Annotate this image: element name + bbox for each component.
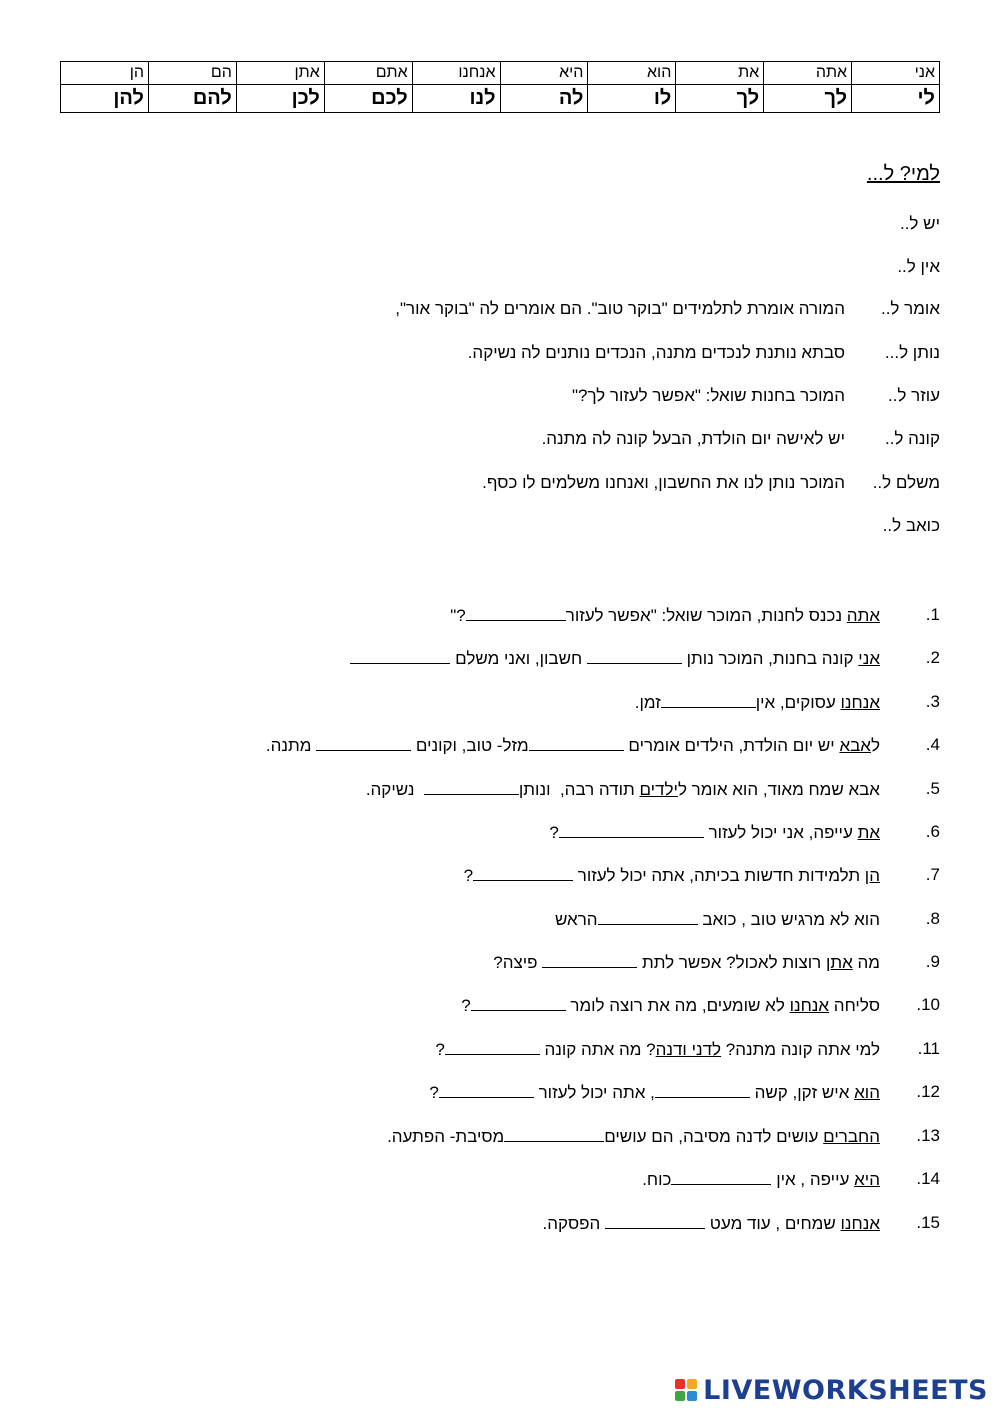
verb-line xyxy=(468,340,940,366)
logo-icon-square xyxy=(687,1379,697,1389)
exercise-item xyxy=(60,992,940,1018)
exercise-text-segment: ? xyxy=(429,1083,439,1102)
exercise-text-segment: חשבון, ואני משלם xyxy=(450,649,587,668)
preposition-form-row xyxy=(61,85,940,113)
exercise-text-segment: למי אתה קונה מתנה? xyxy=(721,1040,880,1059)
preposition-form-cell: לך xyxy=(764,85,852,113)
exercise-number: 6. xyxy=(925,822,940,841)
exercise-text xyxy=(450,602,880,629)
answer-blank[interactable] xyxy=(350,645,450,664)
underlined-subject: את xyxy=(857,823,880,842)
exercise-text-segment: ? xyxy=(549,823,559,842)
exercise-text xyxy=(429,1079,880,1106)
exercise-item xyxy=(60,602,940,628)
exercise-item xyxy=(60,732,940,758)
answer-blank[interactable] xyxy=(473,862,573,881)
preposition-form-cell: להם xyxy=(148,85,236,113)
exercise-number: 10. xyxy=(916,995,940,1014)
exercise-text-segment: מתנה. xyxy=(265,736,317,755)
underlined-subject: אני xyxy=(858,649,880,668)
answer-blank[interactable] xyxy=(529,732,624,751)
exercise-item xyxy=(60,689,940,715)
preposition-form-cell: לי xyxy=(852,85,940,113)
exercise-text-segment: עייפה , אין xyxy=(771,1170,855,1189)
answer-blank[interactable] xyxy=(445,1036,540,1055)
answer-blank[interactable] xyxy=(671,1166,771,1185)
pronoun-row xyxy=(61,62,940,85)
exercise-text-segment: קונה בחנות, המוכר נותן xyxy=(681,649,859,668)
exercise-text xyxy=(549,819,880,846)
verb-label: קונה ל.. xyxy=(884,429,940,448)
pronoun-cell: היא xyxy=(500,62,588,85)
exercise-text-segment: ? xyxy=(463,866,474,885)
answer-blank[interactable] xyxy=(587,645,682,664)
exercise-text-segment: עייפה, אני יכול לעזור xyxy=(703,823,858,842)
preposition-form-cell: לך xyxy=(676,85,764,113)
underlined-subject: לדני ודנה xyxy=(655,1040,722,1059)
exercise-text-segment: זמן. xyxy=(634,693,661,712)
verb-line xyxy=(542,426,940,452)
exercise-item xyxy=(60,776,940,802)
preposition-form-cell: לכם xyxy=(324,85,412,113)
verb-label: כואב ל.. xyxy=(882,516,940,535)
exercise-number: 1. xyxy=(925,605,940,624)
exercise-text xyxy=(435,1036,880,1063)
exercise-text-segment: הראש xyxy=(554,910,598,929)
exercise-text-segment: ל xyxy=(870,736,880,755)
answer-blank[interactable] xyxy=(439,1079,534,1098)
pronoun-cell: את xyxy=(676,62,764,85)
answer-blank[interactable] xyxy=(316,732,411,751)
verb-line xyxy=(845,211,940,237)
verb-example: סבתא נותנת לנכדים מתנה, הנכדים נותנים לה נשיקה. xyxy=(467,343,845,362)
verb-example: המורה אומרת לתלמידים "בוקר טוב". הם אומרים לה "בוקר אור", xyxy=(395,299,845,318)
exercise-item xyxy=(60,1166,940,1192)
preposition-form-cell: לנו xyxy=(412,85,500,113)
exercise-text xyxy=(461,992,880,1019)
verb-line xyxy=(482,470,940,496)
pronoun-cell: אתה xyxy=(764,62,852,85)
preposition-form-cell: לכן xyxy=(236,85,324,113)
pronoun-cell: הן xyxy=(61,62,149,85)
exercise-text xyxy=(464,862,880,889)
exercise-text xyxy=(635,689,880,716)
verb-line xyxy=(572,383,940,409)
answer-blank[interactable] xyxy=(605,1210,705,1229)
exercise-text-segment: לא שומעים, מה את רוצה לומר xyxy=(565,996,790,1015)
answer-blank[interactable] xyxy=(559,819,704,838)
exercise-number: 8. xyxy=(925,909,940,928)
underlined-subject: אבא xyxy=(839,736,871,755)
pronoun-cell: הוא xyxy=(588,62,676,85)
exercise-text-segment: שמחים , עוד מעט xyxy=(705,1214,841,1233)
underlined-subject: הוא xyxy=(854,1083,880,1102)
logo-text: LIVEWORKSHEETS xyxy=(703,1374,988,1406)
underlined-subject: ילדים xyxy=(639,780,678,799)
pronoun-cell: אני xyxy=(852,62,940,85)
underlined-subject: אתן xyxy=(825,953,853,972)
verb-label: יש ל.. xyxy=(899,214,940,233)
pronoun-cell: אתם xyxy=(324,62,412,85)
exercise-text xyxy=(387,1123,880,1150)
answer-blank[interactable] xyxy=(466,602,566,621)
verb-example: המוכר נותן לנו את החשבון, ואנחנו משלמים לו כסף. xyxy=(482,473,845,492)
exercise-text-segment: פיצה? xyxy=(493,953,543,972)
answer-blank[interactable] xyxy=(424,776,519,795)
exercise-number: 2. xyxy=(925,648,940,667)
answer-blank[interactable] xyxy=(598,906,698,925)
preposition-form-cell: לו xyxy=(588,85,676,113)
underlined-subject: אנחנו xyxy=(789,996,830,1015)
exercise-text xyxy=(493,949,880,976)
exercise-number: 13. xyxy=(916,1126,940,1145)
exercise-text-segment: תודה רבה, ונותן xyxy=(518,780,640,799)
exercise-number: 3. xyxy=(925,692,940,711)
exercise-text-segment: מסיבת- הפתעה. xyxy=(387,1127,505,1146)
verb-label: נותן ל... xyxy=(884,343,940,362)
exercise-item xyxy=(60,1036,940,1062)
answer-blank[interactable] xyxy=(655,1079,750,1098)
section-title: למי? ל... xyxy=(866,163,940,185)
exercise-text-segment: תלמידות חדשות בכיתה, אתה יכול לעזור xyxy=(573,866,865,885)
exercise-item xyxy=(60,819,940,845)
exercise-item xyxy=(60,645,940,671)
exercise-text-segment: נכנס לחנות, המוכר שואל: "אפשר לעזור xyxy=(565,606,847,625)
answer-blank[interactable] xyxy=(471,992,566,1011)
exercise-number: 7. xyxy=(925,865,940,884)
exercise-text-segment: , אתה יכול לעזור xyxy=(533,1083,655,1102)
logo-icon-square xyxy=(687,1391,697,1401)
exercise-text-segment: יש יום הולדת, הילדים אומרים xyxy=(623,736,840,755)
answer-blank[interactable] xyxy=(661,689,756,708)
exercise-text xyxy=(542,1210,880,1237)
exercise-item xyxy=(60,906,940,932)
exercise-text-segment: אבא שמח מאוד, הוא אומר ל xyxy=(677,780,880,799)
exercise-item xyxy=(60,862,940,888)
verb-line xyxy=(395,296,940,322)
preposition-form-cell: להן xyxy=(61,85,149,113)
exercise-number: 4. xyxy=(925,735,940,754)
answer-blank[interactable] xyxy=(504,1123,604,1142)
logo-icon-square xyxy=(675,1379,685,1389)
exercise-number: 5. xyxy=(925,779,940,798)
underlined-subject: היא xyxy=(854,1170,880,1189)
pronoun-cell: אתן xyxy=(236,62,324,85)
verb-label: אין ל.. xyxy=(897,257,940,276)
pronoun-table xyxy=(60,61,940,113)
exercise-number: 9. xyxy=(925,952,940,971)
underlined-subject: אנחנו xyxy=(840,693,880,712)
exercise-text xyxy=(642,1166,880,1193)
pronoun-cell: אנחנו xyxy=(412,62,500,85)
exercise-text-segment: ? xyxy=(435,1040,445,1059)
exercise-text-segment: ? xyxy=(461,996,471,1015)
underlined-subject: הן xyxy=(864,866,880,885)
exercise-item xyxy=(60,1123,940,1149)
exercise-text-segment: עסוקים, אין xyxy=(755,693,841,712)
exercise-text-segment: רוצות לאכול? אפשר לתת xyxy=(637,953,826,972)
exercise-text-segment: הוא לא מרגיש טוב , כואב xyxy=(697,910,880,929)
verb-example: המוכר בחנות שואל: "אפשר לעזור לך?" xyxy=(571,386,845,405)
exercise-text xyxy=(366,776,880,803)
exercise-text-segment: עושים לדנה מסיבה, הם עושים xyxy=(604,1127,824,1146)
underlined-subject: אנחנו xyxy=(840,1214,880,1233)
exercise-number: 11. xyxy=(917,1039,940,1058)
exercise-item xyxy=(60,1210,940,1236)
exercise-text-segment: הפסקה. xyxy=(542,1214,606,1233)
exercise-text xyxy=(266,732,880,759)
underlined-subject: החברים xyxy=(823,1127,880,1146)
exercise-text-segment: מה xyxy=(852,953,880,972)
answer-blank[interactable] xyxy=(542,949,637,968)
underlined-subject: אתה xyxy=(846,606,880,625)
exercise-item xyxy=(60,1079,940,1105)
verb-line xyxy=(845,513,940,539)
exercise-text xyxy=(555,906,880,933)
verb-line xyxy=(845,254,940,280)
exercise-text xyxy=(350,645,880,672)
exercise-text-segment: נשיקה. xyxy=(365,780,424,799)
logo-icon xyxy=(675,1379,697,1401)
verb-label: משלם ל.. xyxy=(872,473,940,492)
logo-icon-square xyxy=(675,1391,685,1401)
exercise-item xyxy=(60,949,940,975)
preposition-form-cell: לה xyxy=(500,85,588,113)
exercise-number: 12. xyxy=(916,1082,940,1101)
exercise-text-segment: ? מה אתה קונה xyxy=(539,1040,656,1059)
exercise-text-segment: איש זקן, קשה xyxy=(749,1083,855,1102)
liveworksheets-logo xyxy=(675,1372,988,1408)
exercise-text-segment: כוח. xyxy=(642,1170,672,1189)
exercise-text-segment: מזל- טוב, וקונים xyxy=(411,736,529,755)
verb-label: עוזר ל.. xyxy=(887,386,940,405)
exercise-text-segment: ?" xyxy=(450,606,466,625)
exercise-text-segment: סליחה xyxy=(829,996,880,1015)
pronoun-cell: הם xyxy=(148,62,236,85)
exercise-number: 14. xyxy=(916,1169,940,1188)
verb-label: אומר ל.. xyxy=(880,299,940,318)
verb-example: יש לאישה יום הולדת, הבעל קונה לה מתנה. xyxy=(541,429,845,448)
exercise-number: 15. xyxy=(916,1213,940,1232)
